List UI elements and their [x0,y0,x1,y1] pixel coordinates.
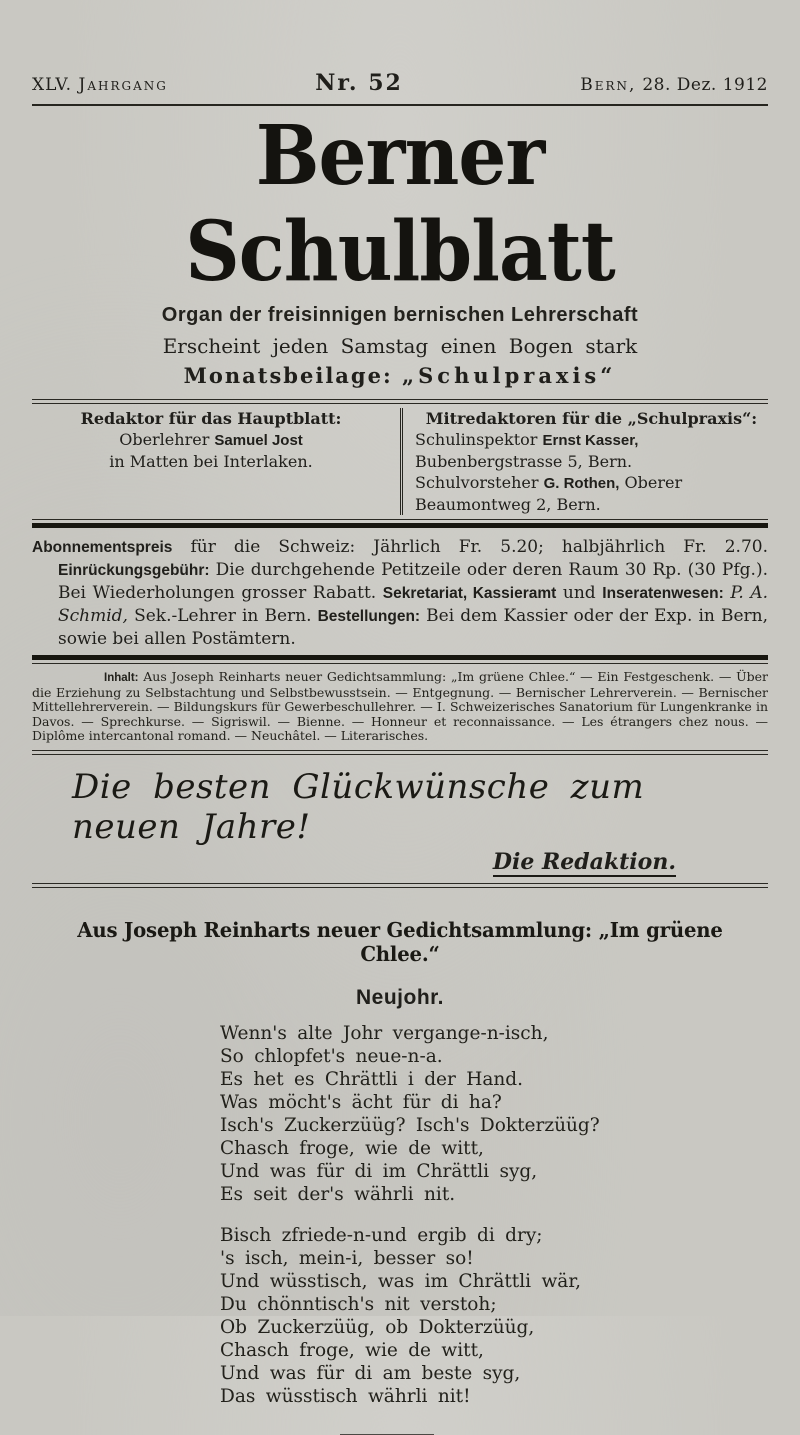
secretary-name: P. A. Schmid, [58,583,769,626]
place-name: Bern, [580,75,637,95]
subscription-price-label: Abonnementspreis [32,539,173,556]
issue-label: Nr. 52 [315,70,403,96]
contents-paragraph [32,670,768,744]
poem-line: 's isch, mein-i, besser so! [220,1247,474,1269]
advertising-label: Inseratenwesen: [602,585,724,602]
editor-address-line: in Matten bei Interlaken. [109,452,313,471]
poem-line: Und was für di im Chrättli syg, [220,1160,538,1182]
poem-title: Neujohr. [355,985,444,1009]
date-label [580,75,768,95]
coeditor-1-name: Ernst Kasser, [542,432,639,449]
header-row [32,70,768,96]
editor-name-line [32,429,390,451]
editor-role-line: Redaktor für das Hauptblatt: [80,409,342,428]
rule-double-bottom [32,883,768,888]
poem-line: Wenn's alte Johr vergange-n-isch, [220,1022,549,1044]
coeditor-1-title: Schulinspektor [415,430,543,449]
poem-line: So chlopfet's neue-n-a. [220,1045,443,1067]
subscription-paragraph [32,536,768,650]
poem-line: Es het es Chrättli i der Hand. [220,1068,524,1090]
secretary-text: Sek.-Lehrer in Bern. [127,606,318,626]
poem-line: Isch's Zuckerzüüg? Isch's Dokterzüüg? [220,1114,600,1136]
contents-text: Aus Joseph Reinharts neuer Gedichtsammlung: „Im grüene Chlee.“ — Ein Festgeschenk. — Über die Erziehung zu Selbstachtung und Selbstbewusstsein. — Entgegnung. — Bernischer Lehrerverein. — Bernischer Mittellehrerverein. — Bildungskurs für Gewerbeschullehrer. — I. Schweizerisches Sanatorium für Lungenkranke in Davos. — Sprechkurse. — Sigriswil. — Bienne. — Honneur et reconnaissance. — Les étrangers chez nous. — Diplôme intercantonal romand. — Neuchâtel. — Literarisches. [32,669,768,743]
greeting-signature [32,849,768,875]
new-year-greeting: Die besten Glückwünsche zum neuen Jahre! [72,766,645,847]
poem-line: Und wüsstisch, was im Chrättli wär, [220,1270,582,1292]
poem-line: Und was für di am beste syg, [220,1362,521,1384]
rule-double-mid [32,750,768,755]
orders-label: Bestellungen: [317,608,421,625]
coeditor-2-line [415,472,768,515]
poem-line: Was möcht's ächt für di ha? [220,1091,502,1113]
end-of-article-divider [340,1434,434,1435]
supplement-line [32,363,768,388]
poem-line: Bisch zfriede-n-und ergib di dry; [220,1224,543,1246]
poem-stanza-1 [220,1022,768,1206]
supplement-label: Monatsbeilage: [183,363,403,388]
secretariat-label: Sekretariat, Kassieramt [382,585,557,602]
schedule-line: Erscheint jeden Samstag einen Bogen stark [162,334,638,358]
newspaper-page [0,70,800,1407]
volume-word: Jahrgang [78,75,168,95]
editor-right-column [400,408,768,515]
poem-line: Du chönntisch's nit verstoh; [220,1293,497,1315]
subscription-price-text: für die Schweiz: Jährlich Fr. 5.20; halbjährlich Fr. 2.70. [172,537,768,557]
coeditor-2-title: Schulvorsteher [415,473,544,492]
insertion-fee-label: Einrückungsgebühr: [58,562,210,579]
poem-line: Chasch froge, wie de witt, [220,1339,484,1361]
supplement-name: „Schulpraxis“ [402,363,617,388]
coeditor-2-address: Oberer Beaumontweg 2, Bern. [415,473,683,514]
volume-label [32,75,168,95]
masthead-title: Berner Schulblatt [185,108,615,300]
and-text: und [556,583,603,603]
editor-name: Samuel Jost [214,432,303,449]
volume-number: XLV. [32,75,73,95]
coeditor-1-address: Bubenbergstrasse 5, Bern. [415,452,633,471]
organ-line: Organ der freisinnigen bernischen Lehrerschaft [161,304,639,326]
insertion-fee-text: Die durchgehende Petitzeile oder deren Raum 30 Rp. (30 Pfg.). Bei Wiederholungen grosser Rabatt. [58,560,768,603]
coeditor-1-line [415,429,768,472]
poem-line: Das wüsstisch währli nit! [220,1385,471,1407]
coeditor-2-name: G. Rothen, [543,475,620,492]
poem-stanza-2 [220,1224,768,1408]
rule-thick-2 [32,655,768,664]
editors-block [32,404,768,519]
editor-left-column [32,408,400,515]
poem-line: Chasch froge, wie de witt, [220,1137,484,1159]
orders-text: Bei dem Kassier oder der Exp. in Bern, sowie bei allen Postämtern. [58,606,768,649]
article-heading: Aus Joseph Reinharts neuer Gedichtsammlung: „Im grüene Chlee.“ [77,917,723,966]
coeditor-role-line: Mitredaktoren für die „Schulpraxis“: [425,409,758,428]
contents-label: Inhalt: [104,672,139,684]
issue-date: 28. Dez. 1912 [636,75,768,95]
rule-thick-1 [32,519,768,528]
header-rule [32,104,768,106]
signature-text: Die Redaktion. [492,848,676,875]
poem-line: Ob Zuckerzüüg, ob Dokterzüüg, [220,1316,535,1338]
poem-line: Es seit der's währli nit. [220,1183,456,1205]
editor-title: Oberlehrer [119,430,215,449]
